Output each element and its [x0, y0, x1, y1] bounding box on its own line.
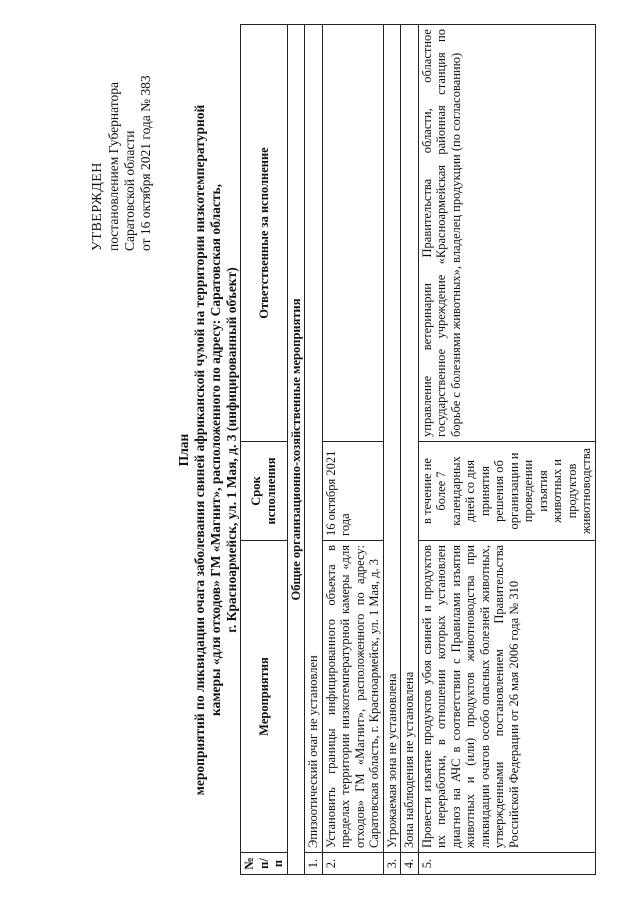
approval-line: Саратовской области	[122, 130, 137, 251]
row-num: 5.	[418, 853, 595, 875]
section-title: Общие организационно-хозяйственные мероприятия	[287, 25, 305, 875]
header-activity: Мероприятия	[241, 541, 288, 853]
header-responsible: Ответственные за исполнение	[241, 25, 288, 442]
table-row	[418, 25, 595, 875]
row-num: 4.	[401, 853, 419, 875]
row-activity: Зона наблюдения не установлена	[401, 25, 419, 853]
table-row	[401, 25, 419, 875]
table-row	[322, 25, 383, 875]
row-num: 3.	[383, 853, 401, 875]
plan-subtitle-line: г. Красноармейск, ул. 1 Мая, д. 3 (инфицированный объект)	[224, 267, 239, 633]
header-deadline: Срок исполнения	[241, 442, 288, 541]
row-num: 1.	[305, 853, 323, 875]
table-section-row	[287, 25, 305, 875]
plan-subtitle-line: камеры «для отходов» ГМ «Магнит», расположенного по адресу: Саратовская область,	[208, 184, 223, 716]
table-row	[305, 25, 323, 875]
table-row	[383, 25, 401, 875]
table-header-row	[241, 25, 288, 875]
approval-stamp	[90, 11, 154, 251]
approval-line: от 16 октября 2021 года № 383	[138, 75, 153, 251]
approval-line: постановлением Губернатора	[106, 82, 121, 251]
plan-title: План	[176, 433, 191, 467]
row-deadline: 16 октября 2021 года	[322, 442, 383, 541]
row-deadline: в течение не более 7 календарных дней со дня принятия решения об организации и проведении изъятия животных и продуктов животноводства	[418, 442, 595, 541]
activities-table	[240, 24, 596, 875]
approval-title: УТВЕРЖДЕН	[90, 162, 105, 251]
row-activity: Угрожаемая зона не установлена	[383, 25, 401, 853]
plan-heading	[176, 55, 240, 845]
row-num: 2.	[322, 853, 383, 875]
row-activity: Провести изъятие продуктов убоя свиней и продуктов их переработки, в отношении которых установлен диагноз на АЧС в соответствии с Правилами изъятия животных и (или) продуктов животноводства при ликвидации очагов особо опасных болезней животных, утвержденными постановлением Правительства Российской Федерации от 26 мая 2006 года № 310	[418, 541, 595, 853]
row-responsible: управление ветеринарии Правительства области, областное государственное учреждение «Красноармейская районная станция по борьбе с болезнями животных», владелец продукции (по согласованию)	[418, 25, 595, 442]
header-num: № п/п	[241, 853, 288, 875]
row-responsible	[322, 25, 383, 442]
plan-subtitle-line: мероприятий по ликвидации очага заболевания свиней африканской чумой на территории низкотемпературной	[192, 104, 207, 796]
row-activity: Эпизоотический очаг не установлен	[305, 25, 323, 853]
row-activity: Установить границы инфицированного объекта в пределах территории низкотемпературной камеры «для отходов» ГМ «Магнит», расположенного по адресу: Саратовская область, г. Красноармейск, ул. 1 Мая, д. 3	[322, 541, 383, 853]
